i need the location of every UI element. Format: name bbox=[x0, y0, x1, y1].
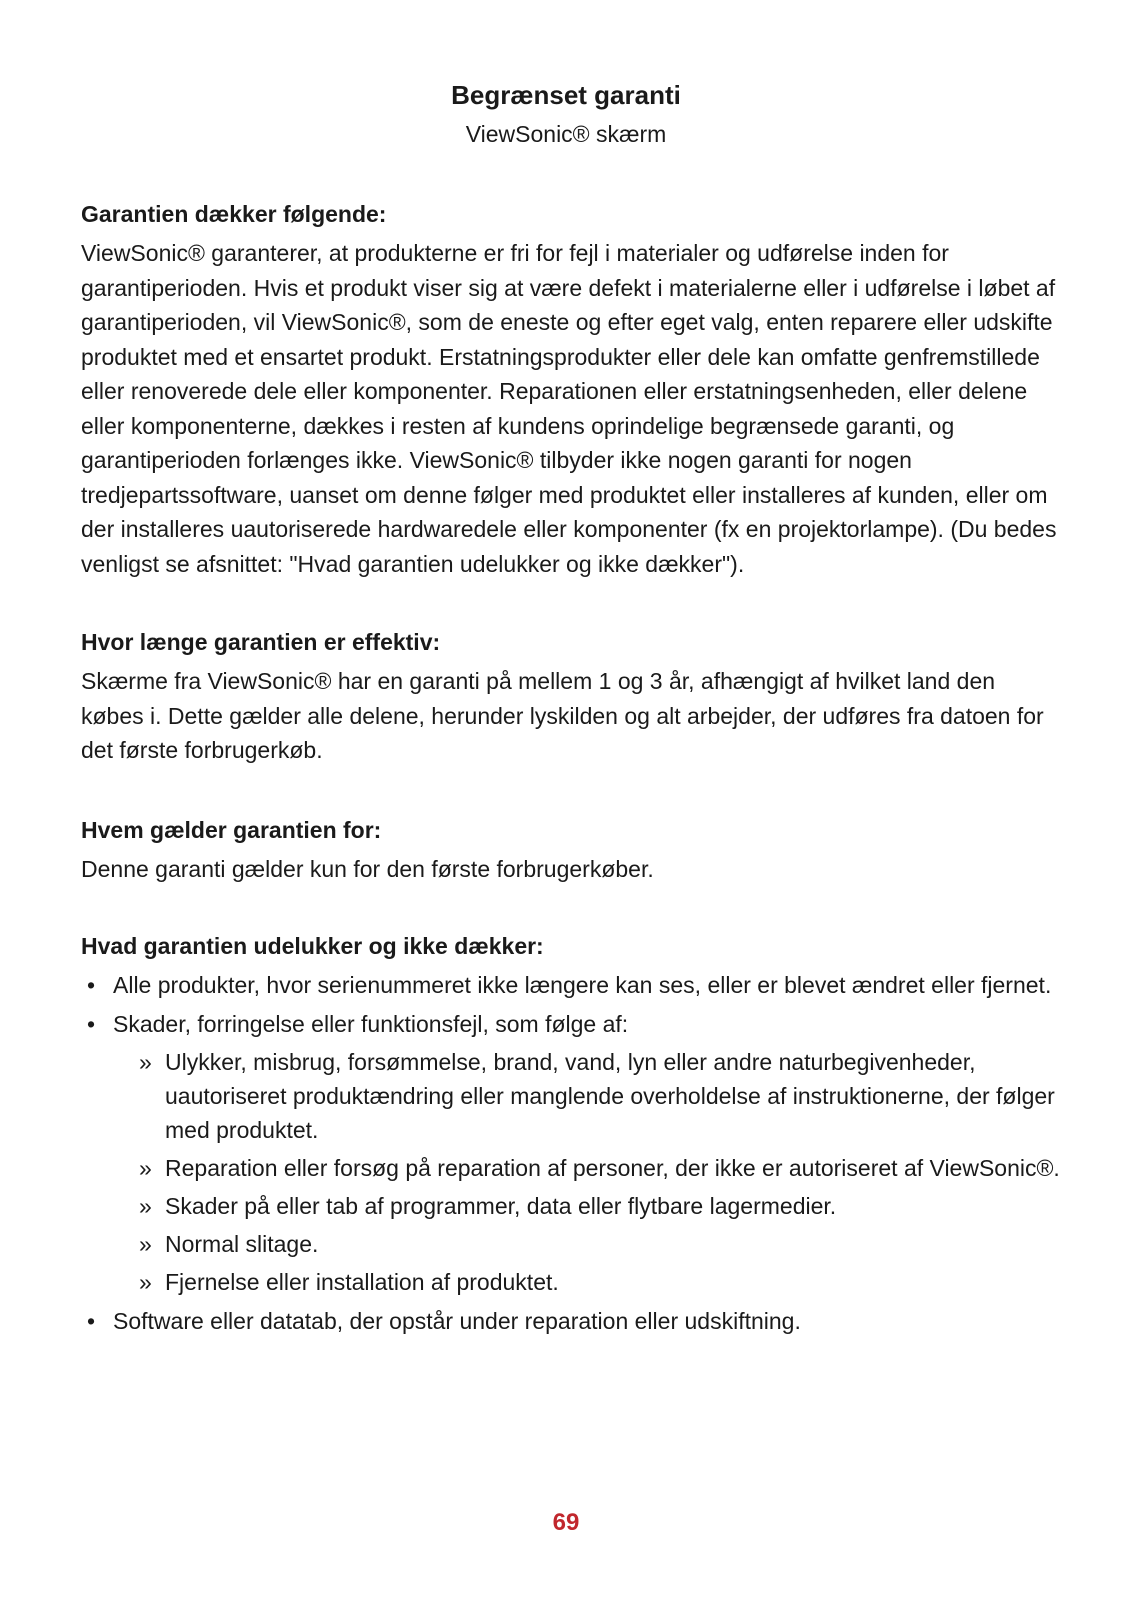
list-item-text: Skader, forringelse eller funktionsfejl, som følge af: bbox=[113, 1011, 629, 1037]
section-paragraph: Denne garanti gælder kun for den første forbrugerkøber. bbox=[81, 855, 654, 882]
list-item bbox=[81, 1007, 1061, 1299]
section-paragraph: ViewSonic® garanterer, at produkterne er fri for fejl i materialer og udførelse inden for garantiperioden. Hvis et produkt viser sig at være defekt i materialerne eller i udførelse i løbet af garantiperioden, vil ViewSonic®, som de eneste og efter eget valg, enten reparere eller udskifte produktet med et ensartet produkt. Erstatningsprodukter eller dele kan omfatte genfremstillede eller renoverede dele eller komponenter. Reparationen eller erstatningsenheden, eller delene eller komponenterne, dækkes i resten af kundens oprindelige begrænsede garanti, og garantiperioden forlænges ikke. ViewSonic® tilbyder ikke nogen garanti for nogen tredjepartssoftware, uanset om denne følger med produktet eller installeres af kunden, eller om der installeres uautoriserede hardwaredele eller komponenter (fx en projektorlampe). (Du bedes venligst se afsnittet: "Hvad garantien udelukker og ikke dækker"). bbox=[81, 240, 1057, 577]
bullet-icon: • bbox=[87, 1308, 96, 1334]
page-title: Begrænset garanti bbox=[451, 80, 681, 110]
double-chevron-icon: » bbox=[139, 1193, 152, 1219]
double-chevron-icon: » bbox=[139, 1231, 152, 1257]
sub-list-item bbox=[113, 1227, 1061, 1261]
section-heading: Hvad garantien udelukker og ikke dækker: bbox=[81, 933, 544, 959]
sub-list-item-text: Fjernelse eller installation af produktet. bbox=[165, 1269, 559, 1295]
bullet-icon: • bbox=[87, 972, 96, 998]
double-chevron-icon: » bbox=[139, 1269, 152, 1295]
section-coverage bbox=[81, 198, 1061, 581]
list-item-text: Software eller datatab, der opstår under reparation eller udskiftning. bbox=[113, 1308, 801, 1334]
sub-list-item bbox=[113, 1151, 1061, 1185]
section-exclusions bbox=[81, 930, 1061, 1338]
page-subtitle: ViewSonic® skærm bbox=[465, 121, 667, 147]
double-chevron-icon: » bbox=[139, 1155, 152, 1181]
section-paragraph: Skærme fra ViewSonic® har en garanti på mellem 1 og 3 år, afhængigt af hvilket land den købes i. Dette gælder alle delene, herunder lyskilden og alt arbejder, der udføres fra datoen for det første forbrugerkøb. bbox=[81, 668, 1044, 763]
exclusions-list bbox=[81, 968, 1061, 1338]
sub-list-item bbox=[113, 1189, 1061, 1223]
section-heading: Hvem gælder garantien for: bbox=[81, 816, 382, 843]
document-body bbox=[81, 198, 1061, 1343]
sub-list-item bbox=[113, 1265, 1061, 1299]
sub-list-item bbox=[113, 1045, 1061, 1147]
sub-list-item-text: Ulykker, misbrug, forsømmelse, brand, vand, lyn eller andre naturbegivenheder, uautoriseret produktændring eller manglende overholdelse af instruktionerne, der følger med produktet. bbox=[165, 1049, 1055, 1143]
double-chevron-icon: » bbox=[139, 1049, 152, 1075]
sub-list bbox=[113, 1045, 1061, 1299]
list-item bbox=[81, 968, 1061, 1002]
list-item-text: Alle produkter, hvor serienummeret ikke længere kan ses, eller er blevet ændret eller fjernet. bbox=[113, 972, 1052, 998]
section-heading: Hvor længe garantien er effektiv: bbox=[81, 629, 441, 655]
section-duration bbox=[81, 626, 1061, 768]
page-number: 69 bbox=[552, 1509, 580, 1536]
section-heading: Garantien dækker følgende: bbox=[81, 201, 387, 227]
sub-list-item-text: Normal slitage. bbox=[165, 1231, 319, 1257]
section-beneficiary bbox=[81, 814, 1061, 887]
sub-list-item-text: Reparation eller forsøg på reparation af personer, der ikke er autoriseret af ViewSonic®. bbox=[165, 1155, 1060, 1181]
list-item bbox=[81, 1304, 1061, 1338]
sub-list-item-text: Skader på eller tab af programmer, data eller flytbare lagermedier. bbox=[165, 1193, 837, 1219]
bullet-icon: • bbox=[87, 1011, 96, 1037]
